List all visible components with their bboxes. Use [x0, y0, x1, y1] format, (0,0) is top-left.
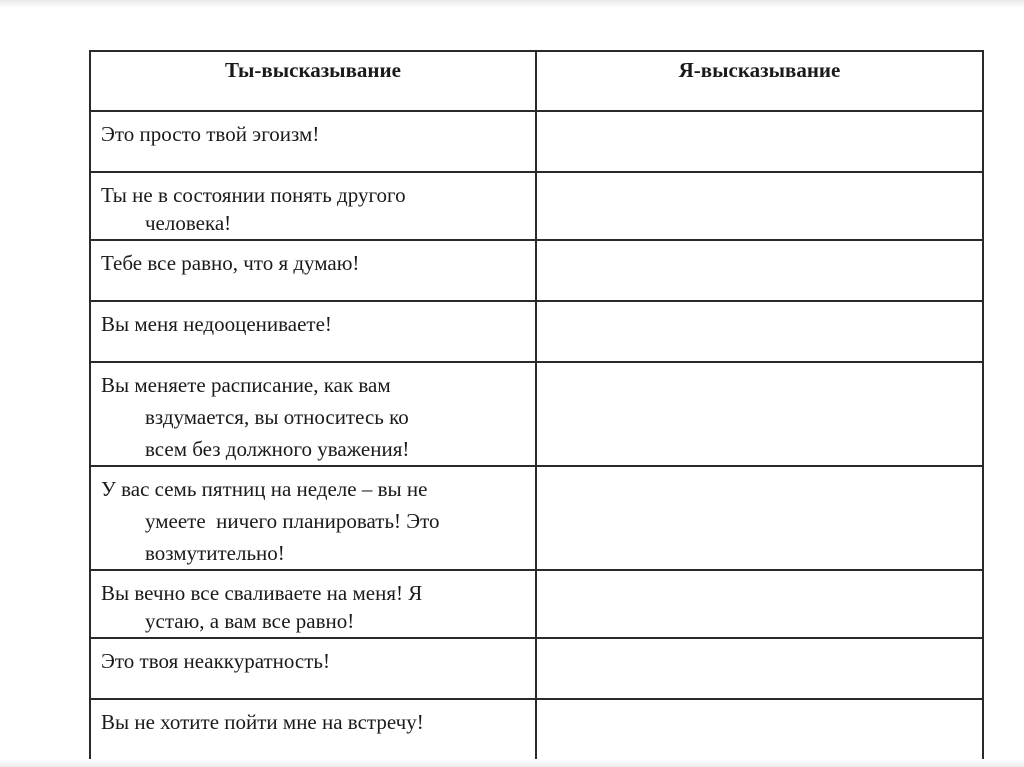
statement-line: Тебе все равно, что я думаю!	[101, 251, 360, 275]
you-statement-cell	[90, 172, 536, 240]
table-row	[90, 301, 983, 362]
statement-line: умеете ничего планировать! Это	[145, 509, 440, 533]
table-row	[90, 362, 983, 466]
you-statement-cell	[90, 570, 536, 638]
i-statement-cell	[536, 638, 983, 699]
table-row	[90, 570, 983, 638]
statement-line: Вы меняете расписание, как вам	[101, 373, 391, 397]
i-statement-cell	[536, 466, 983, 570]
table-row	[90, 638, 983, 699]
statement-line: всем без должного уважения!	[145, 437, 410, 461]
statement-line: вздумается, вы относитесь ко	[145, 405, 409, 429]
table-row	[90, 466, 983, 570]
i-statement-cell	[536, 172, 983, 240]
top-edge	[0, 0, 1024, 8]
i-statement-cell	[536, 570, 983, 638]
i-statement-cell	[536, 699, 983, 760]
statement-line: Ты не в состоянии понять другого	[101, 183, 406, 207]
table-header-row	[90, 51, 983, 111]
statement-line: устаю, а вам все равно!	[145, 609, 355, 633]
header-i-statement: Я-высказывание	[536, 51, 983, 111]
i-statement-cell	[536, 362, 983, 466]
statement-line: Вы меня недооцениваете!	[101, 312, 332, 336]
table-row	[90, 172, 983, 240]
statement-line: Вы не хотите пойти мне на встречу!	[101, 710, 424, 734]
you-statement-cell	[90, 301, 536, 362]
table-row	[90, 111, 983, 172]
statement-line: возмутительно!	[145, 541, 285, 565]
table-row	[90, 699, 983, 760]
i-statement-cell	[536, 240, 983, 301]
statement-line: У вас семь пятниц на неделе – вы не	[101, 477, 428, 501]
statements-table	[89, 50, 984, 761]
you-statement-cell	[90, 638, 536, 699]
statement-line: человека!	[145, 211, 232, 235]
i-statement-cell	[536, 111, 983, 172]
table-row	[90, 240, 983, 301]
bottom-edge	[0, 759, 1024, 767]
you-statement-cell	[90, 466, 536, 570]
you-statement-cell	[90, 240, 536, 301]
i-statement-cell	[536, 301, 983, 362]
statement-line: Это просто твой эгоизм!	[101, 122, 320, 146]
statement-line: Это твоя неаккуратность!	[101, 649, 331, 673]
you-statement-cell	[90, 111, 536, 172]
you-statement-cell	[90, 362, 536, 466]
you-statement-cell	[90, 699, 536, 760]
header-you-statement: Ты-высказывание	[90, 51, 536, 111]
statement-line: Вы вечно все сваливаете на меня! Я	[101, 581, 423, 605]
